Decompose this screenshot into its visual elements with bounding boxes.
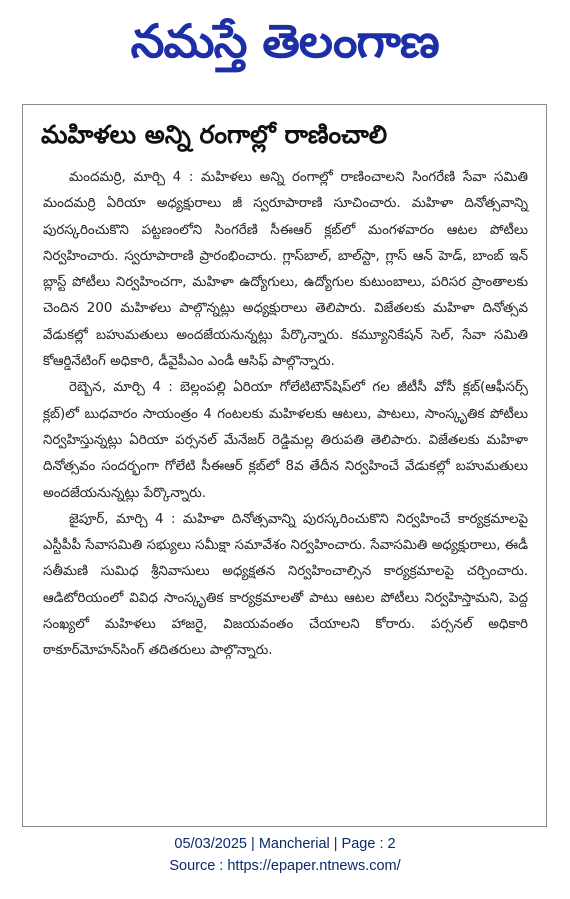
article-body <box>43 165 528 665</box>
article-paragraph-1: మందమర్రి, మార్చి 4 : మహిళలు అన్ని రంగాల్లో రాణించాలని సింగరేణి సేవా సమితి మందమర్రి ఏరియా అధ్యక్షురాలు జీ స్వరూపారాణి సూచించారు. మహిళా దినోత్సవాన్ని పురస్కరించుకొని పట్టణంలోని సింగరేణి సీఈఆర్ క్లబ్‌లో మంగళవారం ఆటల పోటీలు నిర్వహించారు. స్వరూపారాణి ప్రారంభించారు. గ్లాస్‌బాల్, బాల్‌స్టా, గ్లాస్ ఆన్ హెడ్, బాంబ్ ఇన్ బ్లాస్ట్ పోటీలు నిర్వహించగా, మహిళా ఉద్యోగులు, ఉద్యోగుల కుటుంబాలు, పరిసర ప్రాంతాలకు చెందిన 200 మహిళలు పాల్గొన్నట్లు అధ్యక్షురాలు తెలిపారు. విజేతలకు మహిళా దినోత్సవ వేడుకల్లో బహుమతులు అందజేయనున్నట్లు పేర్కొన్నారు. కమ్యూనికేషన్ సెల్, సేవా సమితి కోఆర్డినేటింగ్ అధికారి, డీవైపీఎం ఎండీ ఆసిఫ్ పాల్గొన్నారు. <box>43 170 528 370</box>
masthead-title: నమస్తే తెలంగాణ <box>130 14 440 68</box>
news-clipping <box>22 104 547 827</box>
article-paragraph-2: రెబ్బెన, మార్చి 4 : బెల్లంపల్లి ఏరియా గోలేటిటౌన్‌షిప్‌లో గల జీటీసీ వోసీ క్లబ్(ఆఫీసర్స్ క్లబ్)లో బుధవారం సాయంత్రం 4 గంటలకు మహిళలకు ఆటలు, పాటలు, సాంస్కృతిక పోటీలు నిర్వహిస్తున్నట్లు ఏరియా పర్సనల్ మేనేజర్ రెడ్డిమల్ల తిరుపతి తెలిపారు. విజేతలకు మహిళా దినోత్సవం సందర్భంగా గోలేటి సీఈఆర్ క్లబ్‌లో 8వ తేదీన నిర్వహించే వేడుకల్లో బహుమతులు అందజేయనున్నట్లు పేర్కొన్నారు. <box>43 380 528 501</box>
footer-date-edition: 05/03/2025 | Mancherial | Page : 2 <box>174 836 396 852</box>
article-paragraph-3: జైపూర్, మార్చి 4 : మహిళా దినోత్సవాన్ని పురస్కరించుకొని నిర్వహించే కార్యక్రమాలపై ఎస్టీపీపీ సేవాసమితి సభ్యులు సమీక్షా సమావేశం నిర్వహించారు. సేవాసమితి అధ్యక్షురాలు, ఈడీ సతీమణి సుమిధ శ్రీనివాసులు అధ్యక్షతన నిర్వహించాల్సిన కార్యక్రమాలపై చర్చించారు. ఆడిటోరియంలో వివిధ సాంస్కృతిక కార్యక్రమాలతో పాటు ఆటల పోటీలు నిర్వహిస్తామని, పెద్ద సంఖ్యలో మహిళలు హాజరై, విజయవంతం చేయాలని కోరారు. పర్సనల్ అధికారి ఠాకూర్‌మోహన్‌సింగ్ తదితరులు పాల్గొన్నారు. <box>43 511 528 659</box>
article-headline: మహిళలు అన్ని రంగాల్లో రాణించాలి <box>41 120 388 149</box>
footer-source: Source : https://epaper.ntnews.com/ <box>169 858 401 874</box>
newspaper-masthead <box>0 6 570 78</box>
